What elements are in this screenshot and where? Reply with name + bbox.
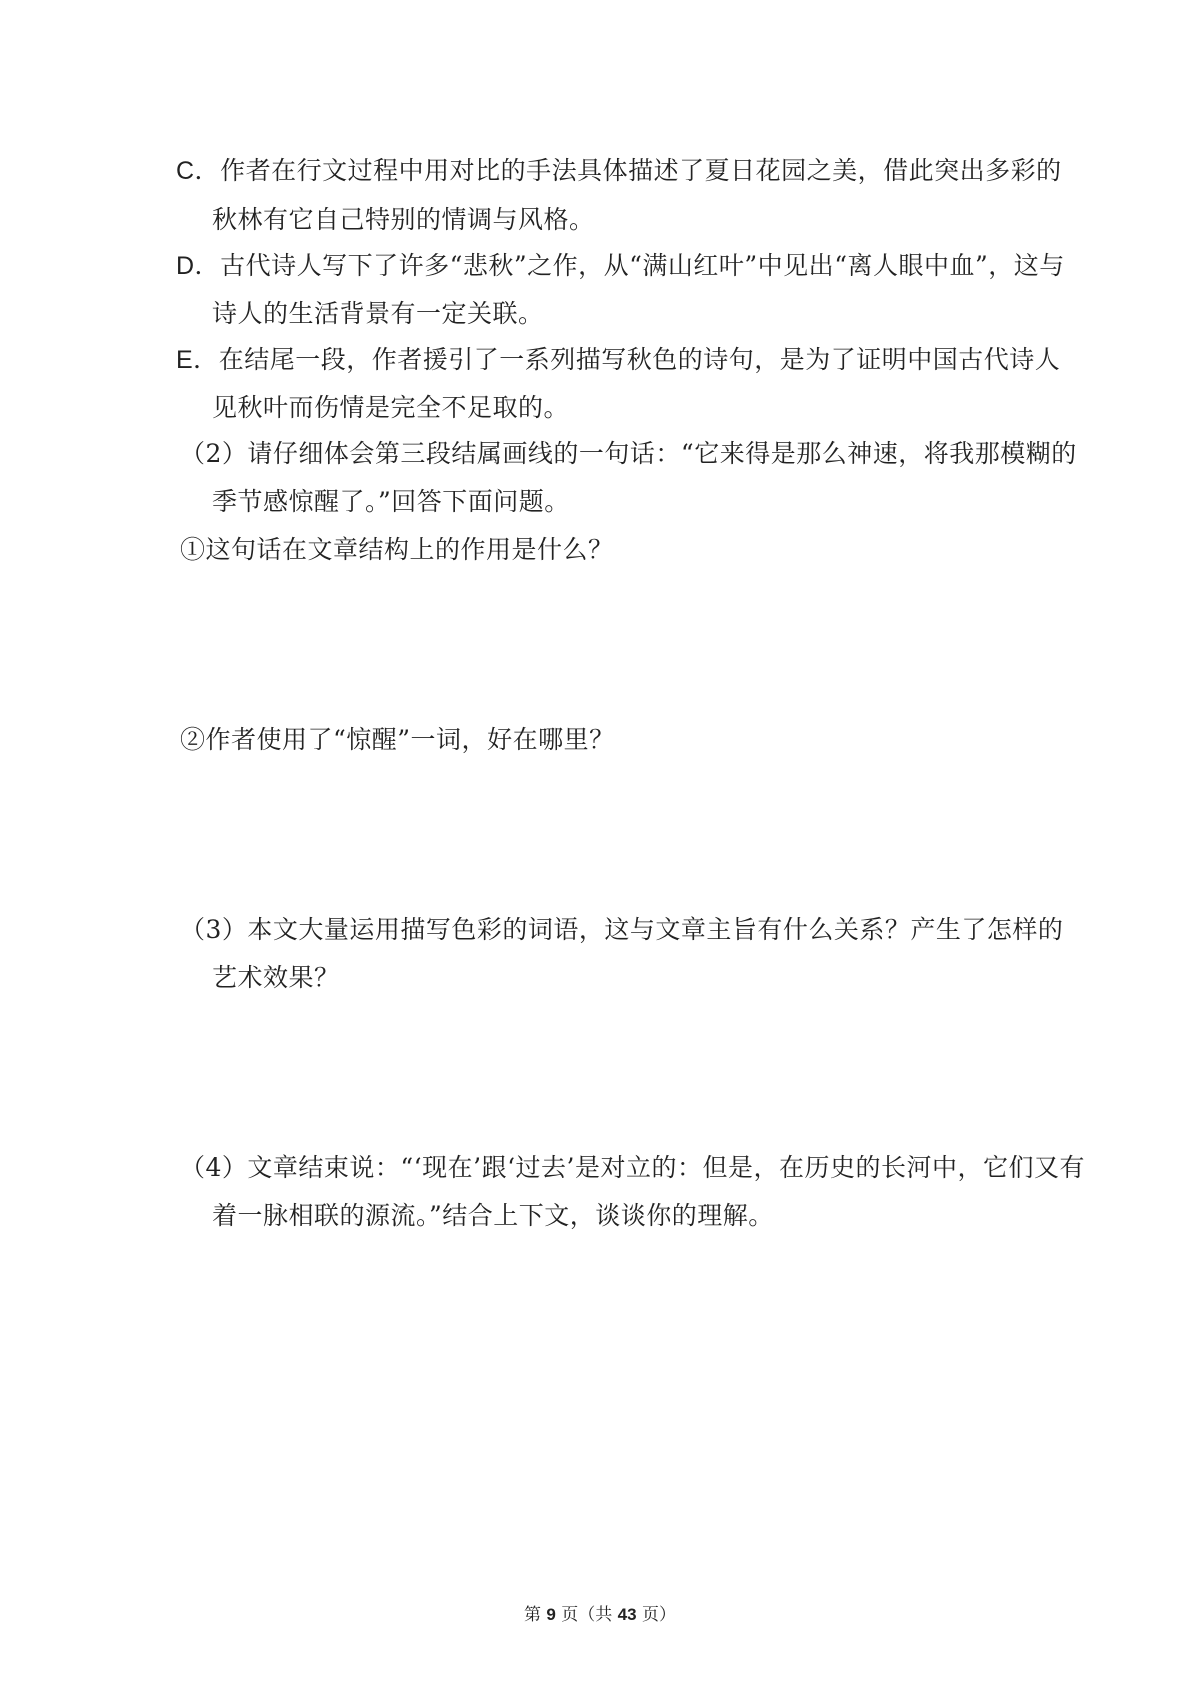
footer-suffix: 页） [642, 1605, 676, 1625]
option-e-marker: E． [176, 346, 219, 374]
footer-prefix: 第 [523, 1605, 541, 1625]
option-d-line-2: 诗人的生活背景有一定关联。 [212, 299, 544, 328]
question-3-line-2: 艺术效果？ [212, 963, 340, 992]
question-4-line-1: （4）文章结束说：“‘现在’跟‘过去’是对立的：但是，在历史的长河中，它们又有 [180, 1153, 1085, 1182]
footer-page-number: 9 [546, 1605, 556, 1624]
footer-total-pages: 43 [617, 1605, 637, 1624]
option-d-line-1 [176, 250, 1065, 282]
option-e-line-1 [176, 344, 1060, 376]
option-c-line-2: 秋林有它自己特别的情调与风格。 [212, 205, 595, 234]
question-2-line-2: 季节感惊醒了。”回答下面问题。 [212, 487, 570, 516]
option-e-line-2: 见秋叶而伤情是完全不足取的。 [212, 393, 570, 422]
option-e-text: 在结尾一段，作者援引了一系列描写秋色的诗句，是为了证明中国古代诗人 [218, 345, 1061, 374]
option-c-line-1 [176, 155, 1062, 187]
option-d-text: 古代诗人写下了许多“悲秋”之作，从“满山红叶”中见出“离人眼中血”，这与 [220, 251, 1065, 280]
option-d-marker: D． [176, 252, 221, 280]
page-footer [0, 1604, 1200, 1626]
option-c-text: 作者在行文过程中用对比的手法具体描述了夏日花园之美，借此突出多彩的 [220, 156, 1062, 185]
footer-middle: 页（共 [561, 1605, 613, 1625]
question-4-line-2: 着一脉相联的源流。”结合上下文，谈谈你的理解。 [212, 1201, 774, 1230]
question-2-sub-2: ②作者使用了“惊醒”一词，好在哪里？ [180, 725, 615, 754]
option-c-marker: C． [176, 157, 221, 185]
question-2-line-1: （2）请仔细体会第三段结属画线的一句话：“它来得是那么神速，将我那模糊的 [180, 439, 1077, 468]
question-2-sub-1: ①这句话在文章结构上的作用是什么？ [180, 535, 614, 564]
question-3-line-1: （3）本文大量运用描写色彩的词语，这与文章主旨有什么关系？产生了怎样的 [180, 915, 1064, 944]
